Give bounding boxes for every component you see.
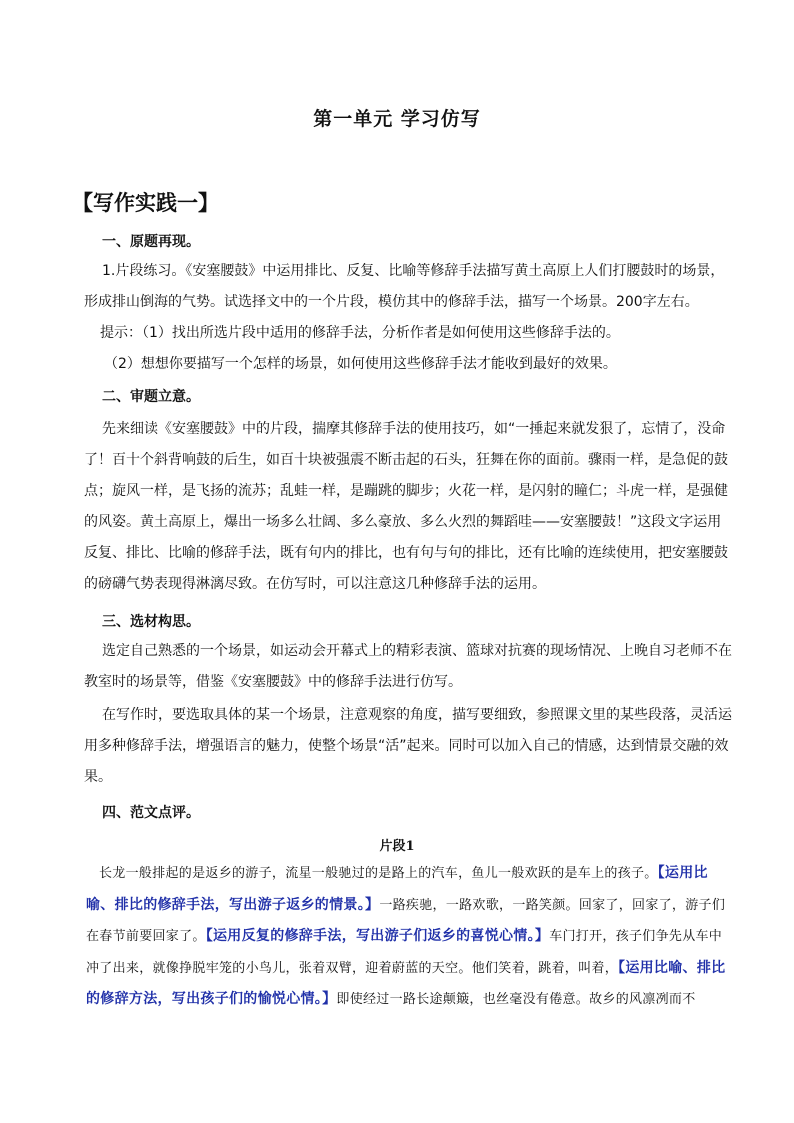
excerpt-text: 长龙一般排起的是返乡的游子，流星一般驰过的是路上的汽车，鱼儿一般欢跃的是车上的孩子。 (99, 866, 658, 881)
excerpt-comment: 【运用比喻、排比的修辞手法，写出游子返乡的情景。】 (86, 865, 708, 913)
heading-theme: 二、审题立意。 (102, 389, 200, 405)
heading-model-essay: 四、范文点评。 (102, 805, 200, 821)
page-title: 第一单元 学习仿写 (313, 108, 481, 130)
excerpt-paragraph (86, 858, 734, 1016)
excerpt-title: 片段1 (379, 839, 415, 854)
material-paragraph-1: 选定自己熟悉的一个场景，如运动会开幕式上的精彩表演、篮球对抗赛的现场情况、上晚自习老师不在教室时的场景等，借鉴《安塞腰鼓》中的修辞手法进行仿写。 (84, 643, 732, 690)
hint-2: （2）想想你要描写一个怎样的场景，如何使用这些修辞手法才能收到最好的效果。 (104, 356, 617, 372)
excerpt-text: 即使经过一路长途颠簸，也丝毫没有倦意。故乡的风凛冽而不 (336, 992, 696, 1007)
excerpt-text: 一路疾驰，一路欢歌，一路笑颜。回家了，回家了，游子们在春节前要回家了。 (86, 897, 726, 944)
analysis-paragraph: 先来细读《安塞腰鼓》中的片段，揣摩其修辞手法的使用技巧，如“一捶起来就发狠了，忘情了，没命了！百十个斜背响鼓的后生，如百十块被强震不断击起的石头，狂舞在你的面前。骤雨一样，是急促的鼓点；旋风一样，是飞扬的流苏；乱蛙一样，是蹦跳的脚步；火花一样，是闪射的瞳仁；斗虎一样，是强健的风姿。黄土高原上，爆出一场多么壮阔、多么豪放、多么火烈的舞蹈哇——安塞腰鼓！”这段文字运用反复、排比、比喻的修辞手法，既有句内的排比，也有句与句的排比，还有比喻的连续使用，把安塞腰鼓的磅礴气势表现得淋漓尽致。在仿写时，可以注意这几种修辞手法的运用。 (84, 421, 728, 592)
excerpt-comment: 【运用反复的修辞手法，写出游子们返乡的喜悦心情。】 (205, 928, 550, 944)
heading-material: 三、选材构思。 (102, 614, 200, 630)
heading-original-question: 一、原题再现。 (102, 234, 200, 250)
section-title: 【写作实践一】 (72, 191, 219, 215)
excerpt-comment: 【运用比喻、排比的修辞方法，写出孩子们的愉悦心情。】 (86, 959, 726, 1007)
material-paragraph-2: 在写作时，要选取具体的某一个场景，注意观察的角度，描写要细致，参照课文里的某些段落，灵活运用多种修辞手法，增强语言的魅力，使整个场景“活”起来。同时可以加入自己的情感，达到情景交融的效果。 (84, 707, 732, 785)
hint-1: 提示：（1）找出所选片段中适用的修辞手法，分析作者是如何使用这些修辞手法的。 (100, 325, 620, 341)
task-paragraph: 1.片段练习。《安塞腰鼓》中运用排比、反复、比喻等修辞手法描写黄土高原上人们打腰鼓时的场景，形成排山倒海的气势。试选择文中的一个片段，模仿其中的修辞手法，描写一个场景。200字左右。 (84, 263, 725, 310)
excerpt-text: 车门打开，孩子们争先从车中冲了出来，就像挣脱牢笼的小鸟儿，张着双臂，迎着蔚蓝的天空。他们笑着，跳着，叫着， (86, 929, 723, 976)
